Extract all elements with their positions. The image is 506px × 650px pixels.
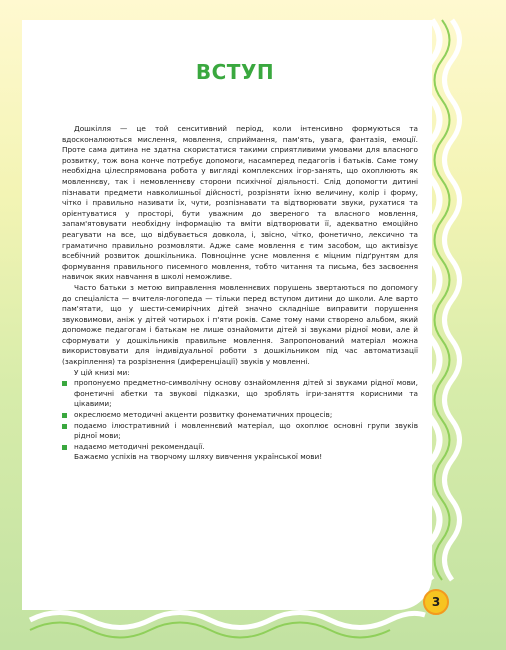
- paragraph-1: Дошкілля — це той сенситивний період, коли інтенсивно формуються та вдосконалюються мислення, мовлення, сприймання, пам'ять, увага, фантазія, емоції. Проте сама дитина не здатна скористатися такими сприятливими умовами для власного розвитку, тож вона конче потребує допомоги, насамперед педагогів і батьків. Саме тому необхідна цілеспрямована робота у вигляді комплексних ігор-занять, що охоплюють як мовленнєву, так і немовленнєву сторони психічної діяльності. Слід допомогти дитині пізнавати предмети навколишньої дійсності, розрізняти їхню величину, колір і форму, чітко і правильно називати їх, чути, розпізнавати та відтворювати звуки, рухатися та орієнтуватися у просторі, бути уважним до звереного та власного мовлення, запам'ятовувати необхідну інформацію та вміти відтворювати її, адекватно емоційно реагувати на все, що відбувається довкола, і, звісно, чітко, фонетично, лексично та граматично правильно розмовляти. Адже саме мовлення є тим засобом, що активізує всебічний розвиток дошкільника. Повноцінне усне мовлення є міцним підґрунтям для формування правильного писемного мовлення, тобто читання та письма, без засвоєння навичок яких навчання в школі неможливе.: [62, 124, 418, 282]
- square-bullet-icon: [62, 381, 67, 386]
- list-item: окреслюємо методичні акценти розвитку фонематичних процесів;: [62, 410, 418, 421]
- page-title: ВСТУП: [195, 60, 275, 84]
- body-text: [62, 124, 418, 463]
- page-number-badge: 3: [423, 589, 449, 615]
- square-bullet-icon: [62, 424, 67, 429]
- feature-list: [62, 378, 418, 452]
- closing-line: Бажаємо успіхів на творчому шляху вивчення української мови!: [74, 452, 323, 462]
- paragraph-2: Часто батьки з метою виправлення мовленнєвих порушень звертаються по допомогу до спеціаліста — вчителя-логопеда — тільки перед вступом дитини до школи. Але варто пам'ятати, що у шести-семирічних дітей значно складніше виправити порушення звуковимови, аніж у дітей чотирьох і п'яти років. Саме тому нами створено альбом, який допоможе педагогам і батькам не лише ознайомити дітей зі звуками рідної мови, але й сформувати у дошкільників правильне мовлення. Запропонований матеріал можна використовувати для індивідуальної роботи з дошкільником під час автоматизації (закріплення) та розрізнення (диференціації) звуків у мовленні.: [62, 282, 418, 367]
- square-bullet-icon: [62, 445, 67, 450]
- square-bullet-icon: [62, 413, 67, 418]
- list-item: пропонуємо предметно-символічну основу ознайомлення дітей зі звуками рідної мови, фонетичні абетки та звукові підказки, що зроблять ігри-заняття корисними та цікавими;: [62, 378, 418, 410]
- list-item: надаємо методичні рекомендації.: [62, 442, 418, 453]
- list-item: подаємо ілюстративний і мовленнєвий матеріал, що охоплює основні групи звуків рідної мови;: [62, 421, 418, 442]
- list-intro: У цій книзі ми:: [74, 367, 130, 377]
